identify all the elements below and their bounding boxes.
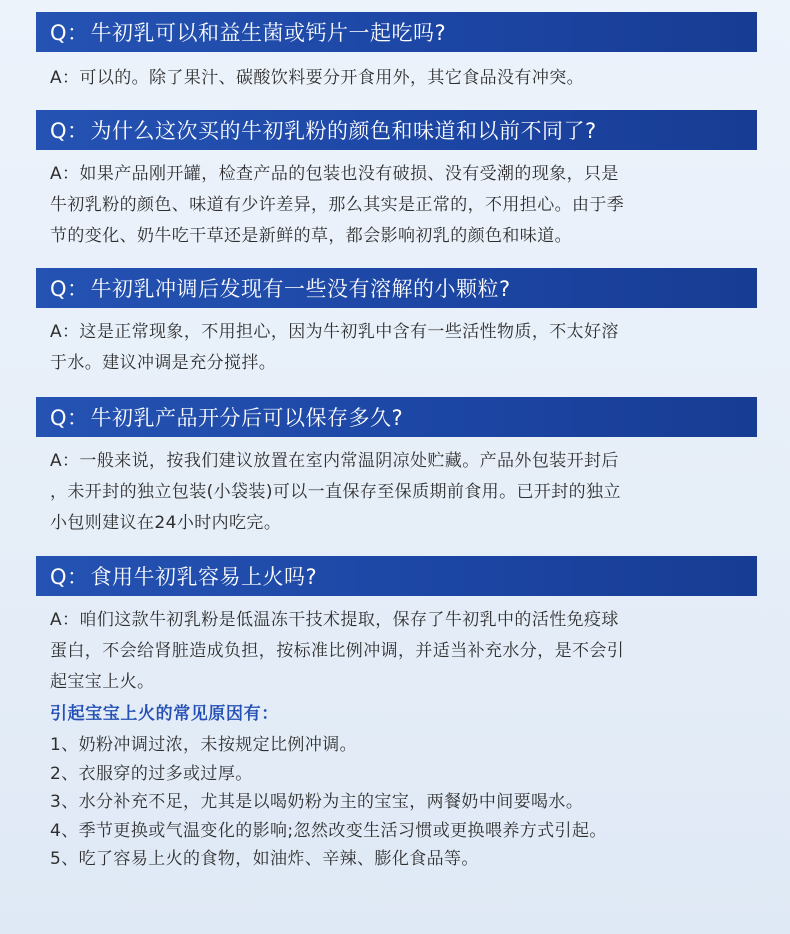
question-prefix: Q： [50, 565, 89, 589]
question-text: 食用牛初乳容易上火吗? [90, 565, 318, 589]
answer-line: 节的变化、奶牛吃干草还是新鲜的草，都会影响初乳的颜色和味道。 [50, 226, 572, 246]
question-text: 牛初乳冲调后发现有一些没有溶解的小颗粒? [90, 277, 511, 301]
faq-item-4 [36, 397, 757, 539]
question-text: 牛初乳可以和益生菌或钙片一起吃吗? [90, 21, 447, 45]
question-prefix: Q： [50, 119, 89, 143]
faq-item-5 [36, 556, 757, 698]
question-bar [36, 12, 757, 52]
answer-text [36, 605, 757, 698]
list-item: 2、衣服穿的过多或过厚。 [50, 763, 253, 784]
answer-line: 牛初乳粉的颜色、味道有少许差异，那么其实是正常的，不用担心。由于季 [50, 195, 625, 215]
list-item: 3、水分补充不足，尤其是以喝奶粉为主的宝宝，两餐奶中间要喝水。 [50, 792, 584, 812]
answer-line: A：一般来说，按我们建议放置在室内常温阴凉处贮藏。产品外包装开封后 [50, 451, 619, 471]
question-text: 为什么这次买的牛初乳粉的颜色和味道和以前不同了? [90, 119, 597, 143]
question-text: 牛初乳产品开分后可以保存多久? [90, 406, 404, 430]
answer-line: 小包则建议在24小时内吃完。 [50, 513, 282, 533]
question-bar [36, 397, 757, 437]
answer-text [36, 446, 757, 539]
causes-list [50, 731, 607, 874]
list-item: 1、奶粉冲调过浓，未按规定比例冲调。 [50, 735, 358, 755]
question-prefix: Q： [50, 406, 89, 430]
question-prefix: Q： [50, 21, 89, 45]
answer-line: 起宝宝上火。 [50, 672, 155, 692]
answer-line: A：可以的。除了果汁、碳酸饮料要分开食用外，其它食品没有冲突。 [50, 68, 585, 88]
faq-item-3 [36, 268, 757, 379]
causes-title: 引起宝宝上火的常见原因有： [50, 704, 279, 724]
answer-line: 蛋白，不会给肾脏造成负担，按标准比例冲调，并适当补充水分，是不会引 [50, 641, 625, 661]
question-prefix: Q： [50, 277, 89, 301]
faq-item-1 [36, 12, 757, 94]
answer-text [36, 317, 757, 379]
list-item: 5、吃了容易上火的食物，如油炸、辛辣、膨化食品等。 [50, 849, 479, 869]
question-bar [36, 268, 757, 308]
answer-line: 于水。建议冲调是充分搅拌。 [50, 353, 277, 373]
answer-text [36, 63, 757, 94]
answer-text [36, 159, 757, 252]
answer-line: ，未开封的独立包装(小袋装)可以一直保存至保质期前食用。已开封的独立 [50, 482, 621, 502]
answer-line: A：这是正常现象，不用担心，因为牛初乳中含有一些活性物质，不太好溶 [50, 322, 619, 342]
answer-line: A：咱们这款牛初乳粉是低温冻干技术提取，保存了牛初乳中的活性免疫球 [50, 610, 619, 630]
answer-line: A：如果产品刚开罐，检查产品的包装也没有破损、没有受潮的现象，只是 [50, 164, 619, 184]
faq-item-2 [36, 110, 757, 252]
list-item: 4、季节更换或气温变化的影响;忽然改变生活习惯或更换喂养方式引起。 [50, 820, 607, 841]
question-bar [36, 110, 757, 150]
question-bar [36, 556, 757, 596]
